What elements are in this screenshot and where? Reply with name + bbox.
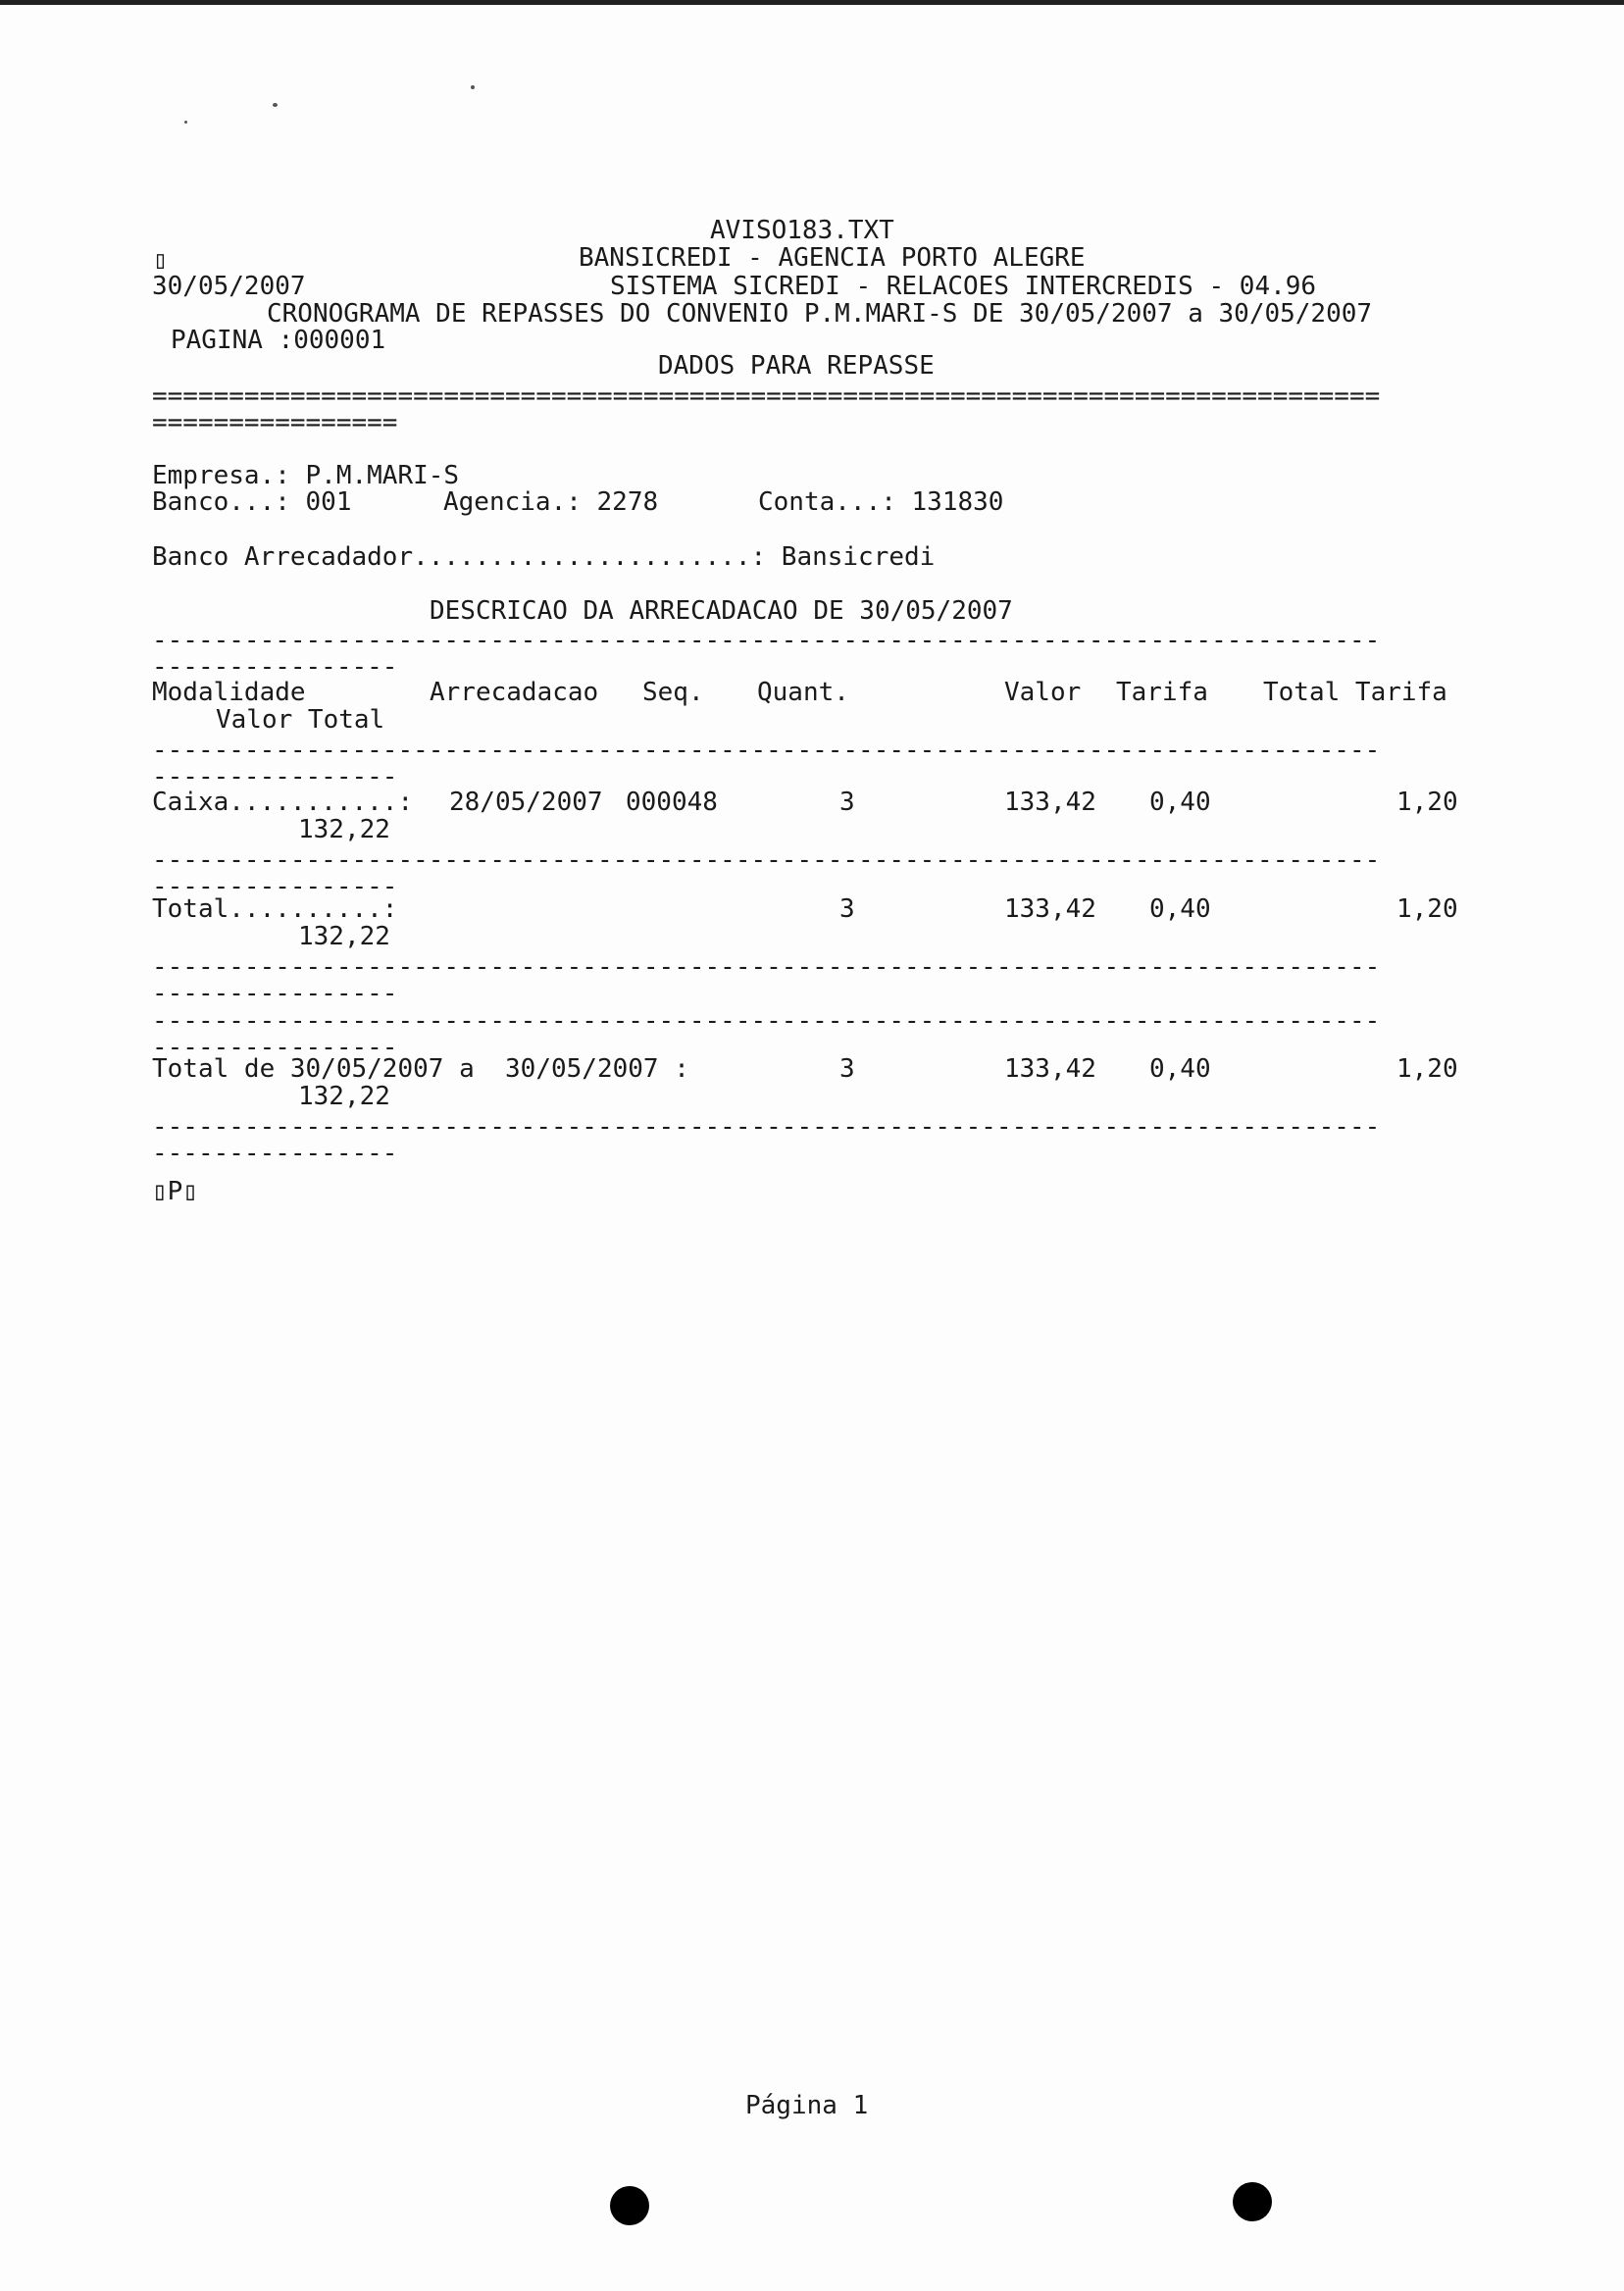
company-field: Empresa.: P.M.MARI-S bbox=[152, 461, 460, 490]
scan-speck bbox=[184, 121, 187, 124]
punch-hole-right bbox=[1233, 2182, 1272, 2221]
row-period-total-valor-total: 132,22 bbox=[298, 1082, 390, 1111]
separator-dash: -------------------------------------------------------------------------------- bbox=[152, 626, 1381, 655]
header-quant: Quant. bbox=[757, 678, 849, 707]
row-caixa-valor-total: 132,22 bbox=[298, 815, 390, 844]
row-caixa-total-tarifa: 1,20 bbox=[1396, 788, 1458, 817]
header-total-tarifa: Total Tarifa bbox=[1263, 678, 1447, 707]
separator-dash-short: ---------------- bbox=[152, 762, 398, 791]
account-field: Conta...: 131830 bbox=[758, 487, 1004, 517]
separator-dash-short: ---------------- bbox=[152, 652, 398, 682]
separator-double: ================================================================================ bbox=[152, 382, 1381, 411]
agency-field: Agencia.: 2278 bbox=[443, 487, 659, 517]
row-total-valor-total: 132,22 bbox=[298, 922, 390, 951]
row-total-total-tarifa: 1,20 bbox=[1396, 894, 1458, 924]
bank-field: Banco...: 001 bbox=[152, 487, 352, 517]
separator-dash: -------------------------------------------------------------------------------- bbox=[152, 845, 1381, 875]
description-title: DESCRICAO DA ARRECADACAO DE 30/05/2007 bbox=[430, 596, 1013, 626]
row-period-total-label: Total de 30/05/2007 a 30/05/2007 : bbox=[152, 1054, 689, 1084]
header-tarifa: Tarifa bbox=[1116, 678, 1208, 707]
header-modalidade: Modalidade bbox=[152, 678, 306, 707]
row-period-total-quant: 3 bbox=[839, 1054, 855, 1084]
separator-double-short: ================ bbox=[152, 408, 398, 437]
separator-dash: -------------------------------------------------------------------------------- bbox=[152, 952, 1381, 982]
scan-speck bbox=[471, 85, 475, 89]
report-date: 30/05/2007 bbox=[152, 272, 306, 301]
separator-dash-short: ---------------- bbox=[152, 872, 398, 901]
header-valor: Valor bbox=[1004, 678, 1082, 707]
row-caixa-valor: 133,42 bbox=[1004, 788, 1096, 817]
page-number: PAGINA :000001 bbox=[171, 326, 386, 355]
row-period-total-valor: 133,42 bbox=[1004, 1054, 1096, 1084]
header-seq: Seq. bbox=[642, 678, 704, 707]
row-caixa-arrecadacao: 28/05/2007 bbox=[449, 788, 603, 817]
section-title: DADOS PARA REPASSE bbox=[658, 351, 935, 381]
row-total-quant: 3 bbox=[839, 894, 855, 924]
row-total-valor: 133,42 bbox=[1004, 894, 1096, 924]
schedule-title: CRONOGRAMA DE REPASSES DO CONVENIO P.M.MARI-S DE 30/05/2007 a 30/05/2007 bbox=[267, 299, 1373, 329]
footer-page-label: Página 1 bbox=[745, 2091, 869, 2120]
scan-speck bbox=[273, 103, 278, 107]
bank-agency: BANSICREDI - AGENCIA PORTO ALEGRE bbox=[579, 243, 1086, 273]
punch-hole-left bbox=[610, 2186, 649, 2225]
separator-dash-short: ---------------- bbox=[152, 1139, 398, 1168]
row-caixa-label: Caixa...........: bbox=[152, 788, 414, 817]
separator-dash-short: ---------------- bbox=[152, 1033, 398, 1062]
header-arrecadacao: Arrecadacao bbox=[430, 678, 599, 707]
row-period-total-total-tarifa: 1,20 bbox=[1396, 1054, 1458, 1084]
collecting-bank-field: Banco Arrecadador......................: Bansicredi bbox=[152, 542, 936, 572]
header-valor-total: Valor Total bbox=[216, 705, 385, 735]
control-glyph: ▯ bbox=[153, 245, 169, 274]
end-marker: ▯P▯ bbox=[152, 1177, 198, 1206]
row-caixa-tarifa: 0,40 bbox=[1149, 788, 1211, 817]
system-name: SISTEMA SICREDI - RELACOES INTERCREDIS - 04.96 bbox=[610, 272, 1317, 301]
row-caixa-seq: 000048 bbox=[626, 788, 718, 817]
file-name: AVISO183.TXT bbox=[710, 216, 894, 245]
row-caixa-quant: 3 bbox=[839, 788, 855, 817]
separator-dash: -------------------------------------------------------------------------------- bbox=[152, 1006, 1381, 1036]
row-total-label: Total..........: bbox=[152, 894, 398, 924]
row-total-tarifa: 0,40 bbox=[1149, 894, 1211, 924]
separator-dash-short: ---------------- bbox=[152, 979, 398, 1008]
separator-dash: -------------------------------------------------------------------------------- bbox=[152, 736, 1381, 765]
row-period-total-tarifa: 0,40 bbox=[1149, 1054, 1211, 1084]
separator-dash: -------------------------------------------------------------------------------- bbox=[152, 1112, 1381, 1142]
